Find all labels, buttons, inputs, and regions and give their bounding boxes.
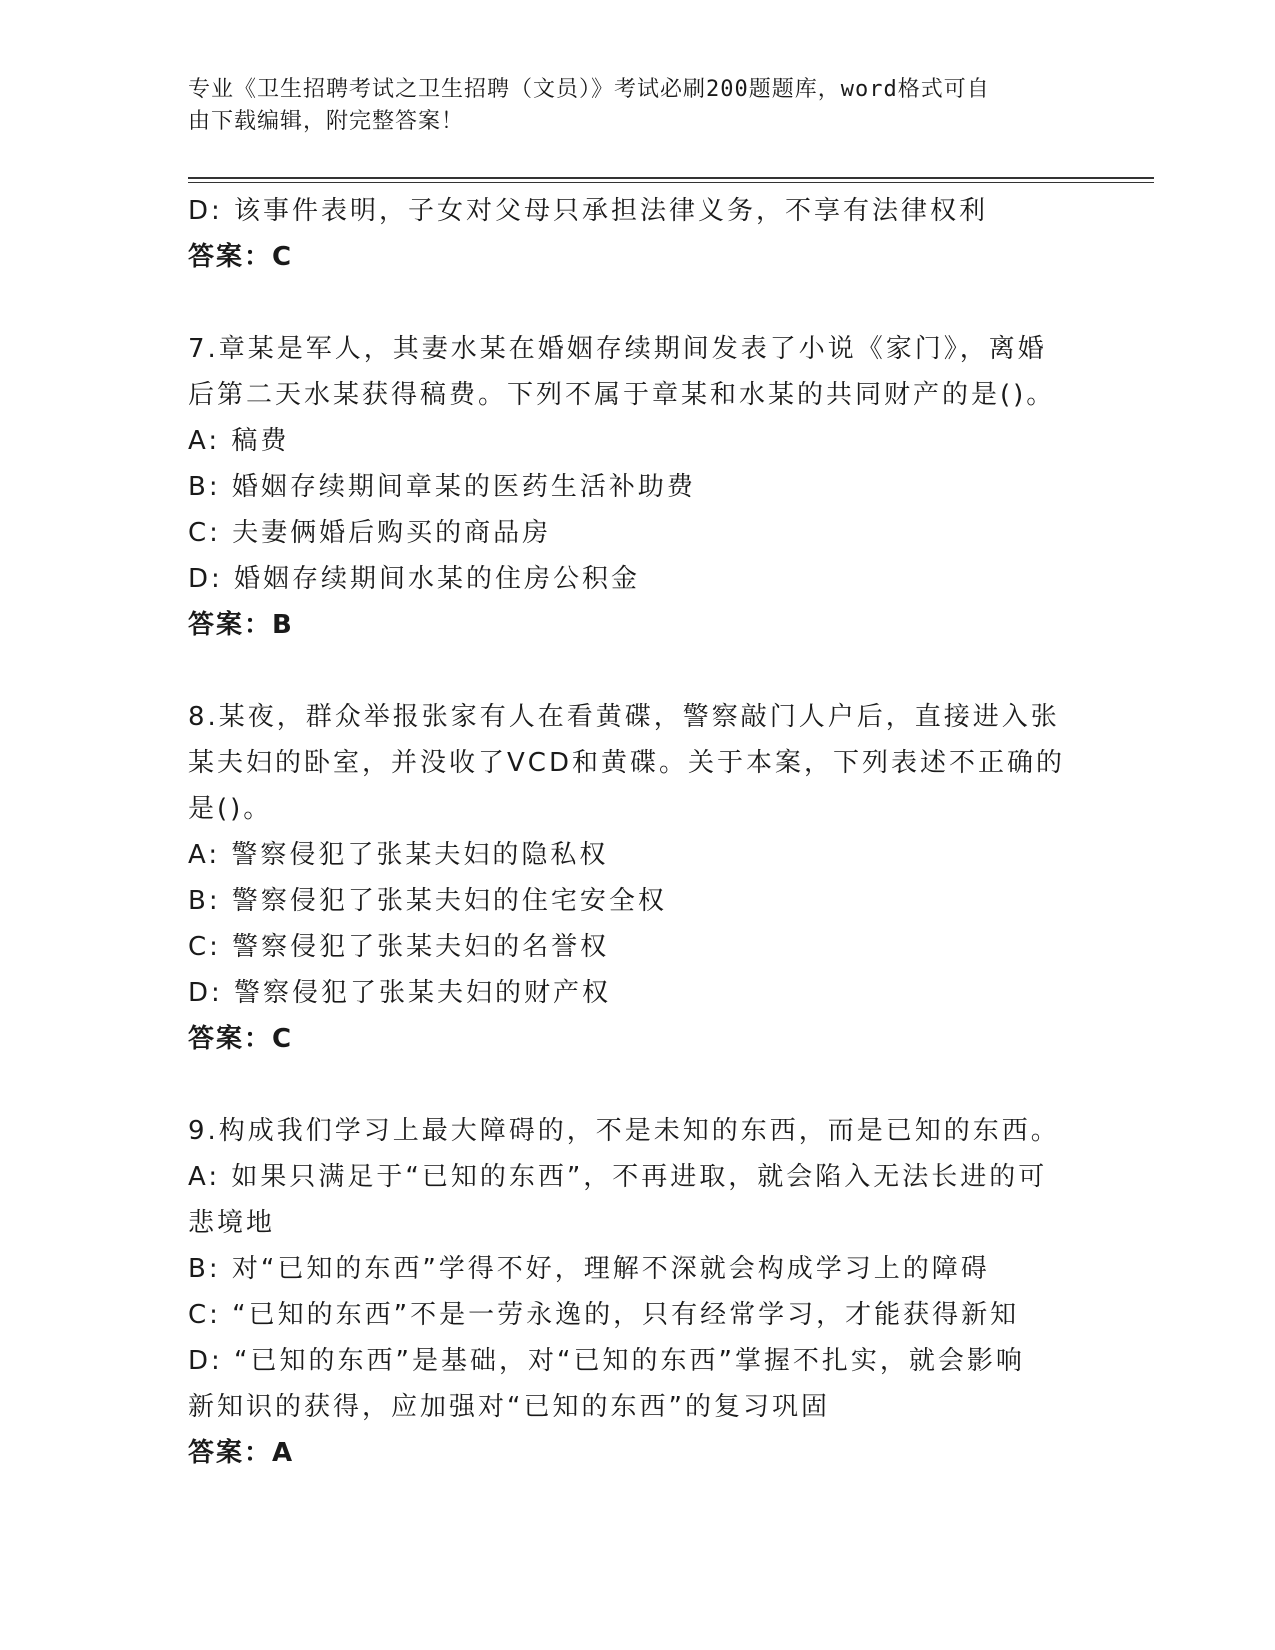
answer-label: 答案：C	[188, 242, 294, 272]
answer-label: 答案：B	[188, 610, 294, 640]
answer-label: 答案：A	[188, 1438, 295, 1468]
option-a: A: 如果只满足于“已知的东西”，不再进取，就会陷入无法长进的可	[188, 1162, 1048, 1192]
question-stem: 9.构成我们学习上最大障碍的，不是未知的东西，而是已知的东西。	[188, 1116, 1060, 1146]
option-c: C: “已知的东西”不是一劳永逸的，只有经常学习，才能获得新知	[188, 1300, 1020, 1330]
previous-question-tail	[188, 188, 1088, 280]
header-divider-thick	[188, 177, 1154, 179]
option-b: B: 警察侵犯了张某夫妇的住宅安全权	[188, 886, 667, 916]
option-d: D: 婚姻存续期间水某的住房公积金	[188, 564, 641, 594]
question-stem: 后第二天水某获得稿费。下列不属于章某和水某的共同财产的是()。	[188, 380, 1056, 410]
question-stem: 是()。	[188, 794, 273, 824]
document-body	[188, 188, 1088, 1476]
question-stem: 8.某夜，群众举报张家有人在看黄碟，警察敲门人户后，直接进入张	[188, 702, 1060, 732]
document-header	[188, 74, 1068, 138]
header-divider-thin	[188, 182, 1154, 183]
question-8	[188, 694, 1088, 1062]
option-a: A: 警察侵犯了张某夫妇的隐私权	[188, 840, 609, 870]
answer-label: 答案：C	[188, 1024, 294, 1054]
question-9	[188, 1108, 1088, 1476]
option-a-continued: 悲境地	[188, 1208, 276, 1238]
option-d: D: 该事件表明，子女对父母只承担法律义务，不享有法律权利	[188, 196, 989, 226]
option-d-continued: 新知识的获得，应加强对“已知的东西”的复习巩固	[188, 1392, 830, 1422]
header-line-1: 专业《卫生招聘考试之卫生招聘（文员）》考试必刷200题题库，word格式可自	[188, 77, 990, 102]
question-7	[188, 326, 1088, 648]
spacer	[188, 648, 1088, 694]
option-b: B: 婚姻存续期间章某的医药生活补助费	[188, 472, 696, 502]
option-c: C: 夫妻俩婚后购买的商品房	[188, 518, 552, 548]
option-a: A: 稿费	[188, 426, 290, 456]
spacer	[188, 280, 1088, 326]
option-d: D: 警察侵犯了张某夫妇的财产权	[188, 978, 612, 1008]
header-line-2: 由下载编辑，附完整答案！	[188, 109, 465, 134]
option-c: C: 警察侵犯了张某夫妇的名誉权	[188, 932, 610, 962]
option-d: D: “已知的东西”是基础，对“已知的东西”掌握不扎实，就会影响	[188, 1346, 1025, 1376]
spacer	[188, 1062, 1088, 1108]
question-stem: 某夫妇的卧室，并没收了VCD和黄碟。关于本案，下列表述不正确的	[188, 748, 1065, 778]
option-b: B: 对“已知的东西”学得不好，理解不深就会构成学习上的障碍	[188, 1254, 990, 1284]
question-stem: 7.章某是军人，其妻水某在婚姻存续期间发表了小说《家门》，离婚	[188, 334, 1047, 364]
